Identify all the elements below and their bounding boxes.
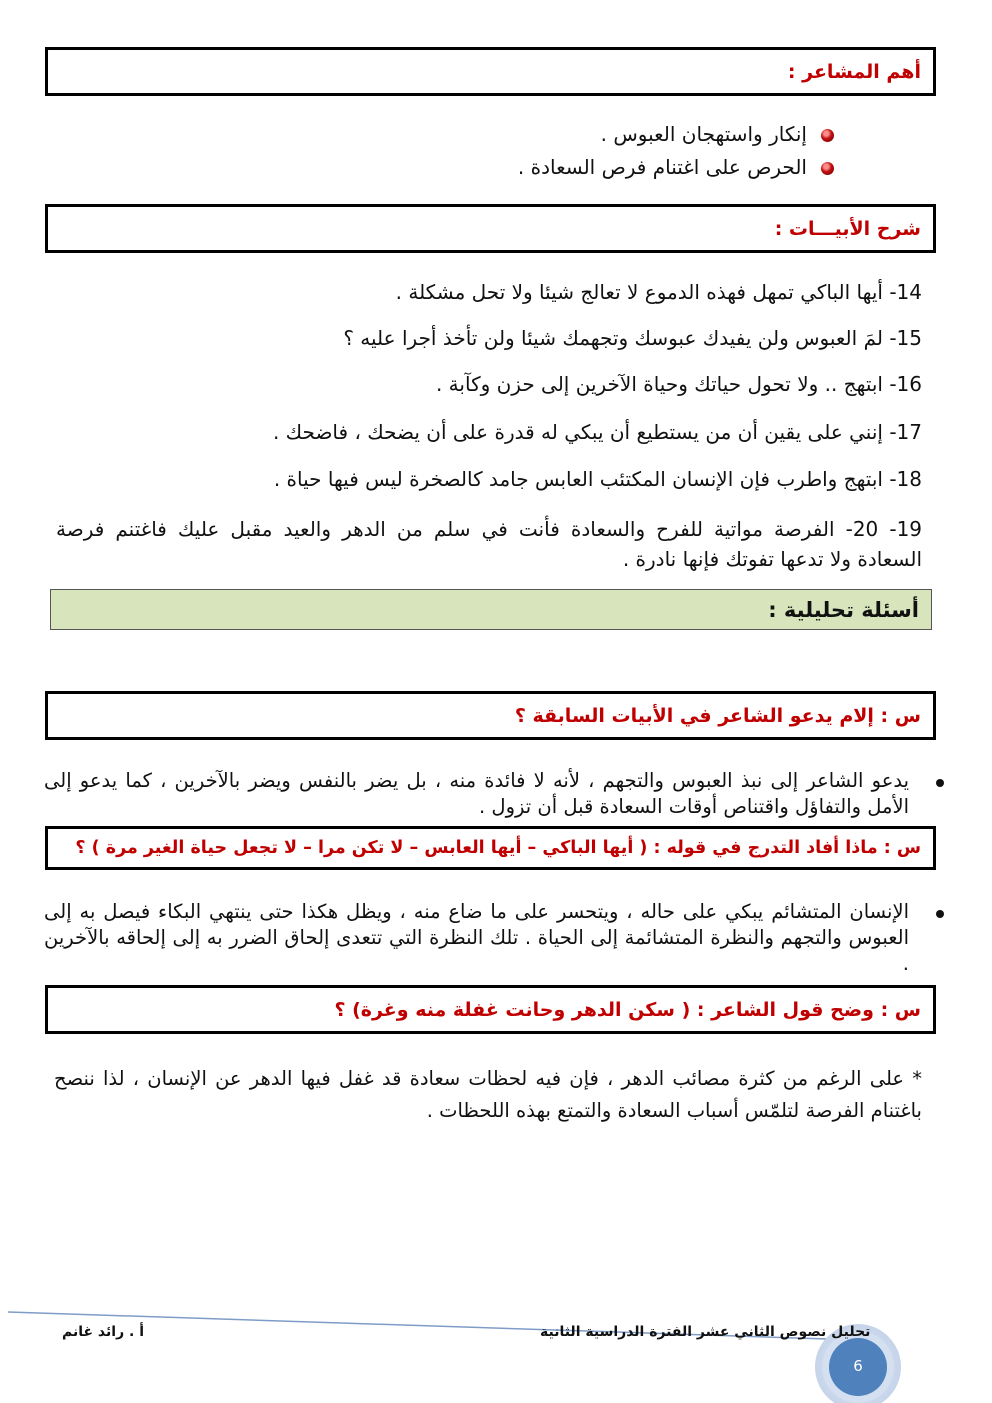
verse-line: 16- ابتهج .. ولا تحول حياتك وحياة الآخرين إلى حزن وكآبة . — [435, 372, 922, 396]
answer-text: * على الرغم من كثرة مصائب الدهر ، فإن فيه لحظات سعادة قد غفل فيها الدهر عن الإنسان ، لذا ننصح باغتنام الفرصة لتلمّس أسباب السعادة والتمتع بهذه اللحظات . — [54, 1067, 922, 1122]
verse-line: 17- إنني على يقين أن من يستطيع أن يبكي له قدرة على أن يضحك ، فاضحك . — [272, 420, 922, 444]
red-bullet-icon — [821, 129, 834, 142]
red-bullet-icon — [821, 162, 834, 175]
answer-text: يدعو الشاعر إلى نبذ العبوس والتجهم ، لأنه لا فائدة منه ، بل يضر بالنفس ويضر بالآخرين ، كما يدعو إلى الأمل والتفاؤل واقتناص أوقات السعادة قبل أن تزول . — [44, 769, 909, 818]
feelings-heading-box — [45, 47, 936, 96]
footer-decoration — [0, 1290, 992, 1403]
question-text: س : وضح قول الشاعر : ( سكن الدهر وحانت غفلة منه وغرة) ؟ — [334, 998, 921, 1021]
verse-line: 15- لمَ العبوس ولن يفيدك عبوسك وتجهمك شيئا ولن تأخذ أجرا عليه ؟ — [343, 326, 922, 350]
verse-line: 18- ابتهج واطرب فإن الإنسان المكتئب العابس جامد كالصخرة ليس فيها حياة . — [273, 467, 922, 491]
question-text: س : إلام يدعو الشاعر في الأبيات السابقة ؟ — [514, 704, 921, 727]
explanation-heading: شرح الأبيـــات : — [774, 217, 921, 240]
footer-title: تحليل نصوص الثاني عشر الفترة الدراسية الثانية — [540, 1324, 871, 1340]
bullet-icon — [936, 910, 944, 918]
answer-item — [44, 768, 944, 820]
verse-line: 14- أيها الباكي تمهل فهذه الدموع لا تعالج شيئا ولا تحل مشكلة . — [395, 280, 922, 304]
page-number: 6 — [853, 1357, 863, 1375]
question-box — [45, 985, 936, 1034]
bullet-icon — [936, 779, 944, 787]
analysis-heading: أسئلة تحليلية : — [768, 597, 919, 622]
question-box — [45, 691, 936, 740]
answer-text: الإنسان المتشائم يبكي على حاله ، ويتحسر على ما ضاع منه ، ويظل هكذا حتى ينتهي البكاء فيصل به إلى العبوس والتجهم والنظرة المتشائمة إلى الحياة . تلك النظرة التي تتعدى إلحاق الضرر به إلى إلحاقه بالآخرين . — [44, 900, 909, 975]
feelings-item: الحرص على اغتنام فرص السعادة . — [518, 155, 834, 179]
feelings-heading: أهم المشاعر : — [787, 60, 921, 83]
question-text: س : ماذا أفاد التدرج في قوله : ( أيها الباكي – أيها العابس – لا تكن مرا – لا تجعل حياة الغير مرة ) ؟ — [75, 838, 921, 858]
question-box — [45, 826, 936, 870]
feelings-item: إنكار واستهجان العبوس . — [601, 122, 834, 146]
footer-author: أ . رائد غانم — [62, 1324, 144, 1340]
answer-item — [44, 899, 944, 977]
analysis-heading-box — [50, 589, 932, 630]
explanation-heading-box — [45, 204, 936, 253]
verse-line: 19- 20- الفرصة مواتية للفرح والسعادة فأنت في سلم من الدهر والعيد مقبل عليك فاغتنم فرصة السعادة ولا تدعها تفوتك فإنها نادرة . — [56, 517, 923, 571]
